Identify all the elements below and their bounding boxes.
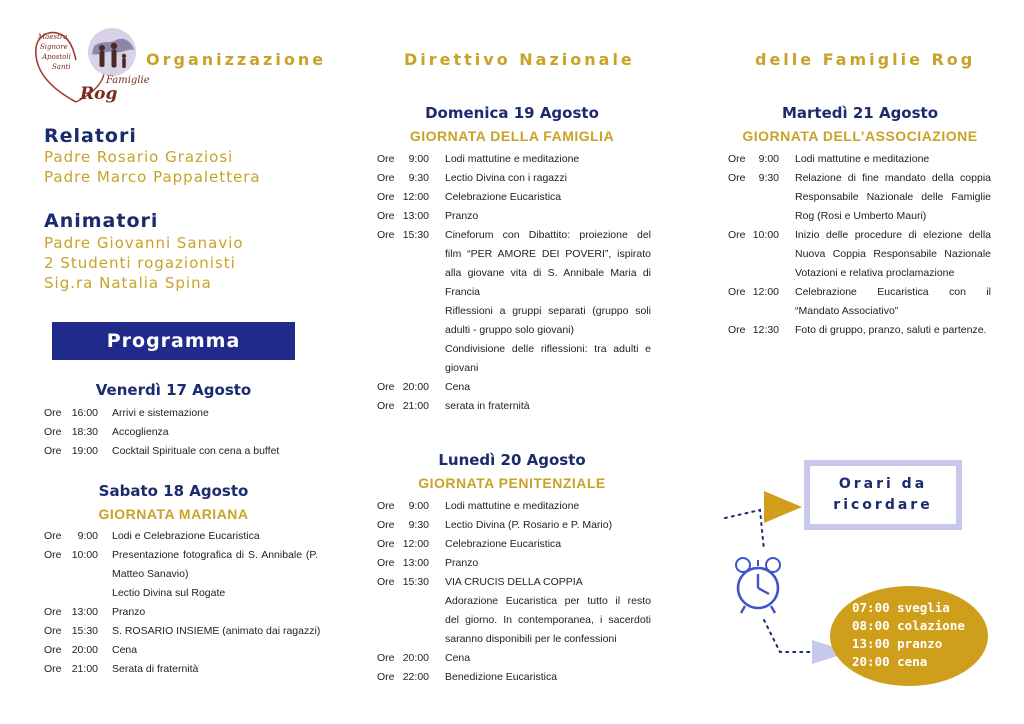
- schedule-description: Riflessioni a gruppi separati (gruppo soli: [445, 305, 651, 317]
- schedule-time: 9:00: [408, 153, 429, 165]
- schedule-time: 10:00: [752, 229, 779, 241]
- schedule-description: Nuova Coppia Responsabile Nazionale: [795, 248, 991, 260]
- schedule-description: film “PER AMORE DEI POVERI”, ispirato: [445, 248, 651, 260]
- schedule-time: 12:30: [752, 324, 779, 336]
- schedule-description: S. ROSARIO INSIEME (animato dai ragazzi): [112, 625, 321, 637]
- schedule-description: Lodi mattutine e meditazione: [795, 153, 930, 165]
- schedule-time: 13:00: [402, 210, 429, 222]
- schedule-row: [377, 226, 651, 378]
- day-title-venerdi: Venerdì 17 Agosto: [95, 381, 252, 399]
- header-organizzazione: Organizzazione: [146, 50, 327, 69]
- schedule-description: Matteo Sanavio): [112, 568, 189, 580]
- schedule-description: Votazioni e relativa proclamazione: [795, 267, 955, 279]
- ore-label: Ore: [44, 426, 62, 438]
- schedule-time: 16:00: [71, 407, 98, 419]
- schedule-description: Celebrazione Eucaristica con il: [795, 286, 991, 298]
- schedule-time: 9:00: [408, 500, 429, 512]
- schedule-description: Cena: [445, 652, 471, 664]
- schedule-row: [377, 188, 651, 207]
- schedule-description: Cena: [112, 644, 138, 656]
- schedule-time: 12:00: [402, 191, 429, 203]
- ore-label: Ore: [377, 652, 395, 664]
- schedule-description: Pranzo: [112, 606, 146, 618]
- schedule-description: Responsabile Nazionale delle Famiglie: [795, 191, 991, 203]
- schedule-row: [728, 169, 991, 226]
- schedule-description: Lodi mattutine e meditazione: [445, 153, 580, 165]
- schedule-row: [377, 497, 651, 516]
- day-subtitle-lunedi: GIORNATA PENITENZIALE: [418, 475, 606, 491]
- schedule-description: giovani: [445, 362, 479, 374]
- schedule-row: [377, 378, 651, 397]
- schedule-description: Pranzo: [445, 557, 479, 569]
- schedule-time: 19:00: [71, 445, 98, 457]
- schedule-time: 18:30: [71, 426, 98, 438]
- schedule-description: Lectio Divina con i ragazzi: [445, 172, 567, 184]
- schedule-description: Lectio Divina sul Rogate: [112, 587, 226, 599]
- day-subtitle-martedi: GIORNATA DELL’ASSOCIAZIONE: [742, 128, 978, 144]
- schedule-row: [44, 404, 318, 423]
- ore-label: Ore: [44, 530, 62, 542]
- schedule-description: Foto di gruppo, pranzo, saluti e partenze.: [795, 324, 987, 336]
- schedule-row: [377, 668, 651, 687]
- schedule-time: 9:00: [758, 153, 779, 165]
- schedule-row: [44, 660, 318, 679]
- logo-line-3: Apostoli: [42, 53, 71, 61]
- schedule-time: 20:00: [71, 644, 98, 656]
- ore-label: Ore: [728, 172, 746, 184]
- schedule-row: [377, 150, 651, 169]
- schedule-row: [44, 527, 318, 546]
- logo-script-rog: Rog: [80, 84, 118, 104]
- orari-line: 08:00 colazione: [852, 618, 965, 633]
- schedule-row: [44, 442, 318, 461]
- schedule-time: 9:30: [758, 172, 779, 184]
- schedule-time: 12:00: [402, 538, 429, 550]
- schedule-time: 15:30: [402, 576, 429, 588]
- arrow-right-icon: [760, 487, 804, 527]
- schedule-description: Adorazione Eucaristica per tutto il resto: [445, 595, 651, 607]
- ore-label: Ore: [377, 576, 395, 588]
- schedule-description: Arrivi e sistemazione: [112, 407, 209, 419]
- ore-label: Ore: [44, 445, 62, 457]
- schedule-description: VIA CRUCIS DELLA COPPIA: [445, 576, 583, 588]
- relatore-name: Padre Marco Pappalettera: [44, 168, 261, 186]
- ore-label: Ore: [377, 381, 395, 393]
- schedule-description: Condivisione delle riflessioni: tra adulti e: [445, 343, 651, 355]
- schedule-description: Inizio delle procedure di elezione della: [795, 229, 991, 241]
- header-direttivo: Direttivo Nazionale: [404, 50, 635, 69]
- schedule-time: 15:30: [402, 229, 429, 241]
- ore-label: Ore: [377, 519, 395, 531]
- schedule-row: [44, 622, 321, 641]
- schedule-row: [44, 603, 318, 622]
- schedule-description: saranno disponibili per le confessioni: [445, 633, 617, 645]
- schedule-time: 10:00: [71, 549, 98, 561]
- day-title-domenica: Domenica 19 Agosto: [425, 104, 599, 122]
- schedule-time: 13:00: [402, 557, 429, 569]
- ore-label: Ore: [377, 191, 395, 203]
- day-subtitle-sabato: GIORNATA MARIANA: [98, 506, 249, 522]
- schedule-row: [377, 649, 651, 668]
- schedule-description: Rog (Rosi e Umberto Mauri): [795, 210, 927, 222]
- clock-icon: [733, 556, 783, 616]
- ore-label: Ore: [728, 286, 746, 298]
- schedule-time: 9:30: [408, 172, 429, 184]
- orari-title-line-1: Orari da: [838, 476, 928, 492]
- schedule-description: Celebrazione Eucaristica: [445, 538, 562, 550]
- schedule-time: 9:00: [77, 530, 98, 542]
- relatori-title: Relatori: [44, 125, 137, 147]
- schedule-description: Cineforum con Dibattito: proiezione del: [445, 229, 651, 241]
- ore-label: Ore: [44, 663, 62, 675]
- ore-label: Ore: [728, 229, 746, 241]
- schedule-time: 21:00: [71, 663, 98, 675]
- schedule-time: 15:30: [71, 625, 98, 637]
- ore-label: Ore: [377, 500, 395, 512]
- schedule-description: Lodi mattutine e meditazione: [445, 500, 580, 512]
- ore-label: Ore: [377, 210, 395, 222]
- orari-line: 13:00 pranzo: [852, 636, 943, 651]
- schedule-row: [728, 226, 991, 283]
- ore-label: Ore: [44, 549, 62, 561]
- ore-label: Ore: [377, 557, 395, 569]
- animatori-title: Animatori: [44, 210, 159, 232]
- schedule-description: Celebrazione Eucaristica: [445, 191, 562, 203]
- schedule-description: adulti - gruppo solo giovani): [445, 324, 574, 336]
- schedule-description: serata in fraternità: [445, 400, 530, 412]
- schedule-description: “Mandato Associativo”: [795, 305, 899, 317]
- schedule-description: del giorno. In contemporanea, i sacerdoti: [445, 614, 651, 626]
- ore-label: Ore: [728, 153, 746, 165]
- schedule-description: Cena: [445, 381, 471, 393]
- schedule-description: Accoglienza: [112, 426, 169, 438]
- schedule-row: [377, 535, 651, 554]
- schedule-description: Lectio Divina (P. Rosario e P. Mario): [445, 519, 613, 531]
- orari-da-ricordare-box: [804, 460, 962, 530]
- logo-line-1: Maestra: [38, 33, 68, 41]
- schedule-row: [728, 283, 991, 321]
- day-title-lunedi: Lunedì 20 Agosto: [438, 451, 586, 469]
- famiglie-rog-logo: [32, 24, 150, 108]
- logo-line-4: Santi: [52, 63, 71, 71]
- orari-title-line-2: ricordare: [833, 497, 933, 513]
- schedule-time: 21:00: [402, 400, 429, 412]
- schedule-description: Lodi e Celebrazione Eucaristica: [112, 530, 260, 542]
- logo-script-famiglie: Famiglie: [106, 75, 150, 86]
- schedule-time: 12:00: [752, 286, 779, 298]
- schedule-description: Presentazione fotografica di S. Annibale (P.: [112, 549, 318, 561]
- ore-label: Ore: [377, 172, 395, 184]
- relatore-name: Padre Rosario Graziosi: [44, 148, 234, 166]
- ore-label: Ore: [377, 400, 395, 412]
- schedule-time: 9:30: [408, 519, 429, 531]
- schedule-row: [44, 546, 318, 603]
- ore-label: Ore: [728, 324, 746, 336]
- schedule-description: Cocktail Spirituale con cena a buffet: [112, 445, 280, 457]
- schedule-time: 20:00: [402, 652, 429, 664]
- schedule-row: [44, 641, 318, 660]
- schedule-row: [377, 169, 651, 188]
- schedule-time: 20:00: [402, 381, 429, 393]
- orari-line: 20:00 cena: [852, 654, 928, 669]
- ore-label: Ore: [377, 671, 395, 683]
- ore-label: Ore: [44, 644, 62, 656]
- schedule-description: Serata di fraternità: [112, 663, 199, 675]
- schedule-description: Pranzo: [445, 210, 479, 222]
- schedule-row: [44, 423, 318, 442]
- logo-line-2: Signore: [40, 43, 68, 51]
- schedule-description: Francia: [445, 286, 481, 298]
- day-title-martedi: Martedì 21 Agosto: [781, 104, 939, 122]
- schedule-description: Benedizione Eucaristica: [445, 671, 558, 683]
- ore-label: Ore: [377, 153, 395, 165]
- schedule-row: [377, 573, 651, 649]
- ore-label: Ore: [377, 538, 395, 550]
- animatore-name: 2 Studenti rogazionisti: [44, 254, 236, 272]
- ore-label: Ore: [44, 606, 62, 618]
- header-famiglie: delle Famiglie Rog: [755, 50, 976, 69]
- schedule-row: [728, 150, 991, 169]
- schedule-row: [377, 516, 651, 535]
- animatore-name: Sig.ra Natalia Spina: [44, 274, 212, 292]
- schedule-time: 13:00: [71, 606, 98, 618]
- day-subtitle-domenica: GIORNATA DELLA FAMIGLIA: [409, 128, 615, 144]
- schedule-row: [728, 321, 991, 340]
- schedule-description: alla giovane vita di S. Annibale Maria di: [445, 267, 651, 279]
- orari-line: 07:00 sveglia: [852, 600, 950, 615]
- programma-banner: Programma: [52, 322, 295, 360]
- schedule-row: [377, 397, 651, 416]
- ore-label: Ore: [44, 625, 62, 637]
- schedule-row: [377, 207, 651, 226]
- schedule-time: 22:00: [402, 671, 429, 683]
- schedule-row: [377, 554, 651, 573]
- schedule-description: Relazione di fine mandato della coppia: [795, 172, 991, 184]
- ore-label: Ore: [377, 229, 395, 241]
- day-title-sabato: Sabato 18 Agosto: [98, 482, 249, 500]
- animatore-name: Padre Giovanni Sanavio: [44, 234, 244, 252]
- ore-label: Ore: [44, 407, 62, 419]
